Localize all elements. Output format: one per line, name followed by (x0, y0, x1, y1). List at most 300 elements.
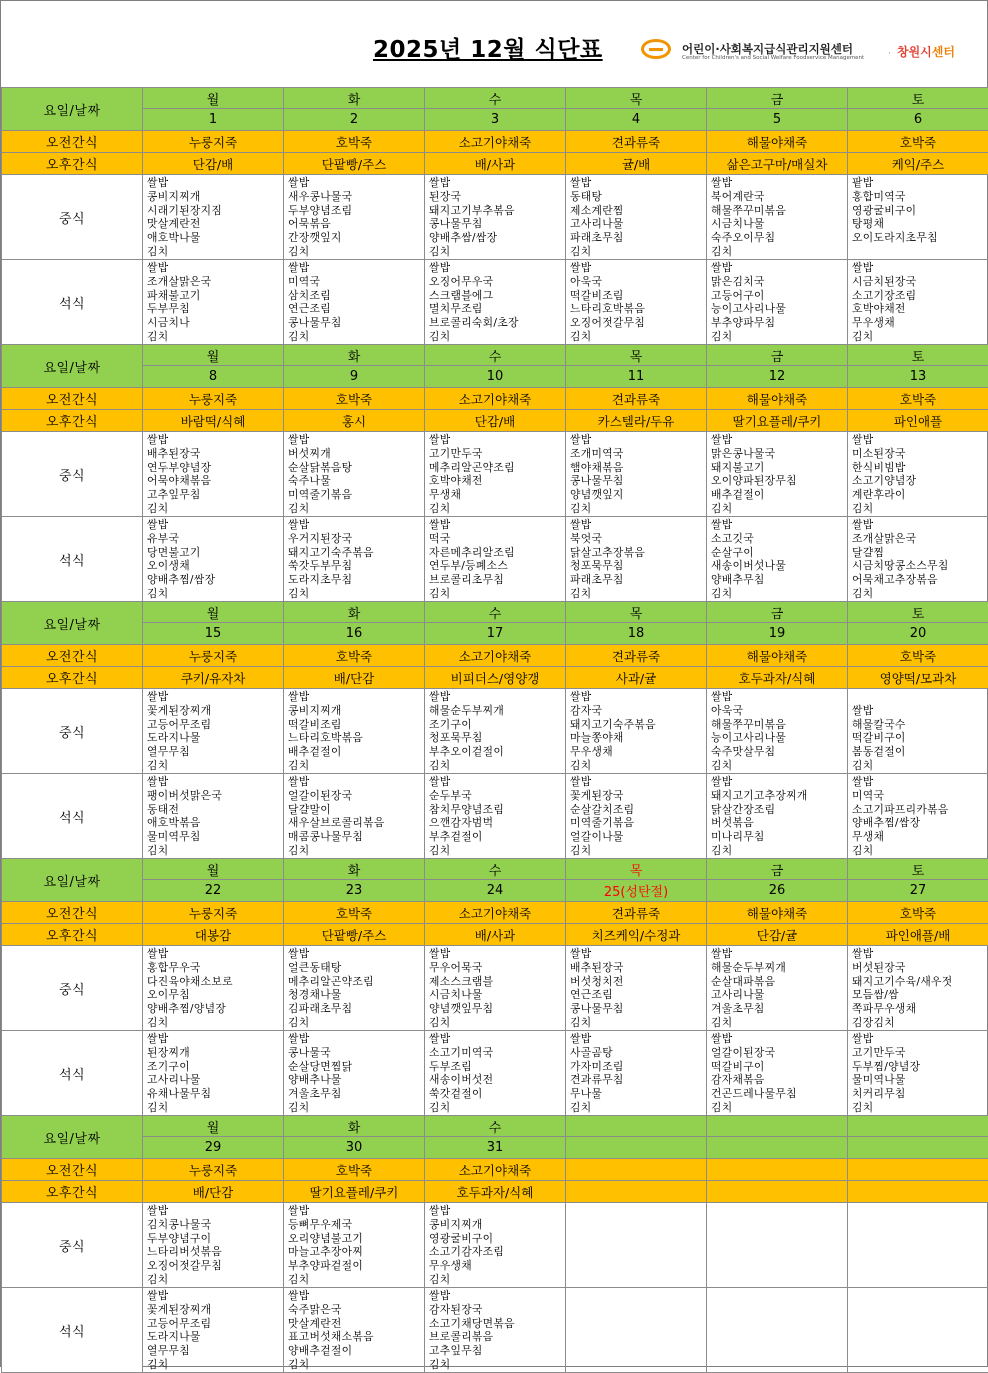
pm-snack-cell: 단감/귤 (707, 924, 848, 946)
menu-item: 시금치땅콩소스무침 (852, 559, 988, 573)
pm-snack-cell: 배/사과 (425, 924, 566, 946)
menu-item: 다진육야채소보로 (147, 975, 283, 989)
menu-item: 김치 (147, 502, 283, 516)
menu-item: 순두부국 (429, 789, 565, 803)
menu-item: 쌀밥 (429, 518, 565, 532)
menu-item: 꽃게된장찌개 (147, 1303, 283, 1317)
pm-snack-label: 오후간식 (2, 153, 143, 175)
pm-snack-cell: 파인애플/배 (848, 924, 988, 946)
menu-item: 쌀밥 (288, 775, 424, 789)
date-cell: 25(성탄절) (566, 880, 707, 902)
menu-item: 미나리무침 (711, 830, 847, 844)
menu-item: 배추겉절이 (711, 488, 847, 502)
menu-item: 맛살계란전 (147, 217, 283, 231)
menu-item: 김치 (288, 245, 424, 259)
menu-item: 쌀밥 (570, 176, 706, 190)
date-cell: 22 (143, 880, 284, 902)
menu-item: 김장김치 (852, 1016, 988, 1030)
menu-item: 소고기미역국 (429, 1046, 565, 1060)
day-of-week: 금 (707, 88, 848, 109)
menu-item: 쌀밥 (147, 947, 283, 961)
menu-item: 소고기파프리카볶음 (852, 803, 988, 817)
dinner-menu-cell (143, 517, 284, 602)
pm-snack-cell: 홍시 (284, 410, 425, 432)
menu-item: 연근조림 (288, 302, 424, 316)
menu-item: 동태탕 (570, 190, 706, 204)
am-snack-cell: 견과류죽 (566, 902, 707, 924)
dinner-row (2, 1288, 988, 1373)
day-of-week: 화 (284, 345, 425, 366)
day-of-week: 화 (284, 602, 425, 623)
date-cell: 18 (566, 623, 707, 645)
day-label: 요일/날짜 (2, 602, 143, 645)
menu-item: 파채불고기 (147, 289, 283, 303)
menu-item: 호박야채전 (429, 474, 565, 488)
menu-item: 김치 (288, 330, 424, 344)
menu-item: 쪽파무우생채 (852, 1002, 988, 1016)
menu-item: 미역줄기볶음 (288, 488, 424, 502)
menu-item: 숙주나물 (288, 474, 424, 488)
menu-item: 쌀밥 (429, 433, 565, 447)
am-snack-cell: 누룽지죽 (143, 645, 284, 667)
empty-cell (707, 1137, 848, 1159)
lunch-menu-cell (566, 689, 707, 774)
lunch-row (2, 946, 988, 1031)
lunch-row (2, 1203, 988, 1288)
menu-item: 영광굴비구이 (852, 204, 988, 218)
menu-item: 김치 (147, 245, 283, 259)
menu-item: 김치 (288, 844, 424, 858)
menu-item: 무생채 (852, 830, 988, 844)
lunch-menu-cell (848, 175, 988, 260)
menu-item: 팥밥 (852, 176, 988, 190)
menu-item: 쌀밥 (711, 690, 847, 704)
menu-item: 꽃게된장국 (570, 789, 706, 803)
am-snack-cell: 해물야채죽 (707, 645, 848, 667)
dinner-menu-cell (566, 1031, 707, 1116)
menu-item: 오이생채 (147, 559, 283, 573)
dinner-menu-cell (566, 774, 707, 859)
date-cell: 19 (707, 623, 848, 645)
menu-item: 물미역무침 (147, 830, 283, 844)
am-snack-cell: 해물야채죽 (707, 131, 848, 153)
dinner-row (2, 260, 988, 345)
menu-item: 무우생채 (852, 316, 988, 330)
menu-item: 김치 (429, 1016, 565, 1030)
date-row (2, 880, 988, 902)
menu-item: 마늘쫑야채 (570, 731, 706, 745)
menu-item: 쌀밥 (288, 433, 424, 447)
menu-item: 참치무양념조림 (429, 803, 565, 817)
lunch-menu-cell (566, 175, 707, 260)
menu-item: 쌀밥 (852, 1032, 988, 1046)
lunch-menu-cell (425, 1203, 566, 1288)
logo-separator: · (888, 49, 891, 59)
menu-item: 조기구이 (147, 1060, 283, 1074)
menu-item: 메추리알곤약조림 (288, 975, 424, 989)
menu-item: 김치 (570, 245, 706, 259)
am-snack-cell: 호박죽 (284, 902, 425, 924)
meal-plan-table (1, 87, 988, 1373)
menu-item: 파래초무침 (570, 573, 706, 587)
dinner-menu-cell (284, 517, 425, 602)
menu-item: 떡국 (429, 532, 565, 546)
menu-item: 김치 (288, 1358, 424, 1372)
menu-item: 쌀밥 (570, 1032, 706, 1046)
menu-item: 쌀밥 (429, 947, 565, 961)
menu-item: 쌀밥 (147, 1204, 283, 1218)
date-cell: 13 (848, 366, 988, 388)
menu-item: 제소계란찜 (570, 204, 706, 218)
menu-item: 고기만두국 (852, 1046, 988, 1060)
menu-item: 삼치조림 (288, 289, 424, 303)
am-snack-cell: 호박죽 (284, 645, 425, 667)
dinner-menu-cell (566, 260, 707, 345)
menu-item: 연두부양념장 (147, 461, 283, 475)
menu-item: 배추겉절이 (288, 745, 424, 759)
menu-item: 쌀밥 (429, 176, 565, 190)
menu-item: 쌀밥 (570, 518, 706, 532)
menu-item: 열무무침 (147, 1344, 283, 1358)
menu-item: 돼지고기수육/새우젓 (852, 975, 988, 989)
menu-item: 영광굴비구이 (429, 1232, 565, 1246)
dinner-menu-cell (566, 517, 707, 602)
menu-item: 메추리알곤약조림 (429, 461, 565, 475)
lunch-menu-cell (566, 432, 707, 517)
menu-item: 김치 (570, 502, 706, 516)
dinner-menu-cell (848, 517, 988, 602)
menu-item: 시금치나물 (711, 217, 847, 231)
dinner-menu-cell (707, 1031, 848, 1116)
menu-item: 견과류무침 (570, 1073, 706, 1087)
menu-item: 돼지고기숙주볶음 (288, 546, 424, 560)
menu-item: 탕평채 (852, 217, 988, 231)
day-of-week: 화 (284, 1116, 425, 1137)
pm-snack-cell: 호두과자/식혜 (425, 1181, 566, 1203)
dow-row (2, 859, 988, 880)
menu-item: 김치 (429, 587, 565, 601)
date-cell: 2 (284, 109, 425, 131)
day-of-week: 월 (143, 602, 284, 623)
menu-item: 김치 (852, 844, 988, 858)
date-cell: 1 (143, 109, 284, 131)
dinner-menu-cell (143, 1288, 284, 1373)
menu-item: 김치 (429, 245, 565, 259)
lunch-row (2, 432, 988, 517)
dinner-menu-cell (425, 774, 566, 859)
menu-item: 김치 (852, 330, 988, 344)
menu-item: 얼갈이된장국 (288, 789, 424, 803)
pm-snack-cell: 배/단감 (143, 1181, 284, 1203)
city-name: 창원시 (897, 45, 932, 59)
menu-item: 새송이버섯전 (429, 1073, 565, 1087)
menu-item: 브로콜리볶음 (429, 1330, 565, 1344)
menu-item: 홍합무우국 (147, 961, 283, 975)
menu-item: 양배추찜/쌈장 (852, 816, 988, 830)
menu-item: 두부양념조림 (288, 204, 424, 218)
menu-item: 김치 (711, 844, 847, 858)
menu-item (852, 245, 988, 259)
menu-item: 콩나물무침 (429, 217, 565, 231)
menu-item: 콩나물무침 (288, 316, 424, 330)
dinner-menu-cell (425, 517, 566, 602)
pm-snack-cell: 배/단감 (284, 667, 425, 689)
menu-item: 부추겉절이 (429, 830, 565, 844)
menu-item: 쌀밥 (429, 1289, 565, 1303)
dinner-menu-cell (143, 1031, 284, 1116)
menu-item: 김치 (711, 245, 847, 259)
pm-snack-label: 오후간식 (2, 667, 143, 689)
menu-item: 마늘고추장아찌 (288, 1245, 424, 1259)
menu-item: 능이고사리나물 (711, 731, 847, 745)
menu-item: 양념깻잎지 (570, 488, 706, 502)
menu-item: 열무무침 (147, 745, 283, 759)
date-cell: 16 (284, 623, 425, 645)
pm-snack-row (2, 153, 988, 175)
day-of-week: 목 (566, 602, 707, 623)
menu-item: 쌀밥 (711, 1032, 847, 1046)
date-cell: 20 (848, 623, 988, 645)
menu-item: 두부양념구이 (147, 1232, 283, 1246)
lunch-menu-cell (284, 689, 425, 774)
menu-item: 도라지나물 (147, 1330, 283, 1344)
menu-item: 파래초무침 (570, 231, 706, 245)
menu-item: 순살갈치조림 (570, 803, 706, 817)
menu-item: 시금치된장국 (852, 275, 988, 289)
menu-item: 간장깻잎지 (288, 231, 424, 245)
city-center-suffix: 센터 (932, 45, 955, 59)
menu-item: 김치 (429, 844, 565, 858)
page-header (1, 1, 987, 87)
menu-item: 양배추쌈/쌈장 (429, 231, 565, 245)
menu-item: 시금치나 (147, 316, 283, 330)
pm-snack-label: 오후간식 (2, 1181, 143, 1203)
menu-item: 쌀밥 (288, 1032, 424, 1046)
menu-item: 배추된장국 (147, 447, 283, 461)
menu-item: 미역국 (288, 275, 424, 289)
day-of-week: 목 (566, 345, 707, 366)
lunch-menu-cell (848, 432, 988, 517)
empty-cell (848, 1203, 988, 1288)
pm-snack-cell: 치즈케익/수정과 (566, 924, 707, 946)
menu-item: 새송이버섯나물 (711, 559, 847, 573)
menu-item: 브로콜리초무침 (429, 573, 565, 587)
am-snack-cell: 호박죽 (284, 1159, 425, 1181)
dinner-row (2, 517, 988, 602)
empty-cell (566, 1203, 707, 1288)
menu-item: 콩비지찌개 (288, 704, 424, 718)
date-row (2, 1137, 988, 1159)
dinner-row (2, 774, 988, 859)
menu-item: 쌀밥 (711, 433, 847, 447)
menu-item: 버섯된장국 (852, 961, 988, 975)
menu-item: 닭살간장조림 (711, 803, 847, 817)
pm-snack-cell: 카스텔라/두유 (566, 410, 707, 432)
menu-item: 연두부/등폐소스 (429, 559, 565, 573)
empty-cell (566, 1159, 707, 1181)
pm-snack-cell: 케익/주스 (848, 153, 988, 175)
pm-snack-row (2, 1181, 988, 1203)
menu-item: 어묵야채볶음 (147, 474, 283, 488)
menu-item: 유부국 (147, 532, 283, 546)
menu-item: 고사리나물 (147, 1073, 283, 1087)
menu-item: 해물칼국수 (852, 718, 988, 732)
pm-snack-cell: 파인애플 (848, 410, 988, 432)
menu-item: 겨울초무침 (711, 1002, 847, 1016)
menu-item: 연근조림 (570, 988, 706, 1002)
am-snack-cell: 누룽지죽 (143, 1159, 284, 1181)
day-of-week: 토 (848, 859, 988, 880)
menu-item: 쌀밥 (852, 704, 988, 718)
am-snack-cell: 견과류죽 (566, 645, 707, 667)
menu-item: 김치 (288, 1273, 424, 1287)
dinner-menu-cell (848, 774, 988, 859)
am-snack-cell: 호박죽 (848, 645, 988, 667)
day-of-week: 토 (848, 602, 988, 623)
menu-item: 아욱국 (570, 275, 706, 289)
menu-item: 소고기장조림 (852, 289, 988, 303)
dinner-menu-cell (848, 1031, 988, 1116)
menu-item: 무우생채 (570, 745, 706, 759)
menu-item: 숙주맛살무침 (711, 745, 847, 759)
menu-item: 북엇국 (570, 532, 706, 546)
dinner-label: 석식 (2, 260, 143, 345)
menu-item: 양배추겉절이 (288, 1344, 424, 1358)
pm-snack-cell: 단팥빵/주스 (284, 153, 425, 175)
date-cell: 31 (425, 1137, 566, 1159)
menu-item: 계란후라이 (852, 488, 988, 502)
menu-item: 김치 (288, 587, 424, 601)
am-snack-cell: 호박죽 (284, 131, 425, 153)
menu-item: 김치 (429, 759, 565, 773)
menu-item: 호박야채전 (852, 302, 988, 316)
lunch-menu-cell (707, 689, 848, 774)
empty-cell (707, 1181, 848, 1203)
menu-item: 순살닭볶음탕 (288, 461, 424, 475)
pm-snack-label: 오후간식 (2, 410, 143, 432)
menu-item: 느타리호박볶음 (288, 731, 424, 745)
am-snack-cell: 누룽지죽 (143, 902, 284, 924)
lunch-menu-cell (848, 689, 988, 774)
menu-item: 부추양파겉절이 (288, 1259, 424, 1273)
day-of-week: 토 (848, 345, 988, 366)
menu-item: 쌀밥 (852, 775, 988, 789)
menu-item: 한식비빔밥 (852, 461, 988, 475)
pm-snack-row (2, 667, 988, 689)
menu-item: 도라지나물 (147, 731, 283, 745)
menu-item: 김치 (570, 330, 706, 344)
menu-item: 숙주맑은국 (288, 1303, 424, 1317)
lunch-menu-cell (425, 175, 566, 260)
menu-item: 두부조림 (429, 1060, 565, 1074)
menu-item: 두부찜/양념장 (852, 1060, 988, 1074)
menu-item: 봄동겉절이 (852, 745, 988, 759)
lunch-label: 중식 (2, 1203, 143, 1288)
pm-snack-row (2, 410, 988, 432)
menu-item: 김치 (570, 759, 706, 773)
menu-item: 물미역나물 (852, 1073, 988, 1087)
menu-item: 떡갈비구이 (852, 731, 988, 745)
menu-item: 표고버섯채소볶음 (288, 1330, 424, 1344)
menu-item (852, 690, 988, 704)
menu-item: 김치 (288, 1101, 424, 1115)
am-snack-cell: 호박죽 (848, 902, 988, 924)
dinner-menu-cell (707, 774, 848, 859)
menu-item: 어묵채고추장볶음 (852, 573, 988, 587)
empty-cell (848, 1181, 988, 1203)
menu-item: 김치 (852, 759, 988, 773)
menu-item: 쌀밥 (147, 261, 283, 275)
menu-item: 감자채볶음 (711, 1073, 847, 1087)
dinner-menu-cell (284, 774, 425, 859)
menu-item: 고추잎무침 (429, 1344, 565, 1358)
menu-item: 오이무침 (147, 988, 283, 1002)
lunch-menu-cell (284, 1203, 425, 1288)
menu-item: 조기구이 (429, 718, 565, 732)
dinner-menu-cell (143, 260, 284, 345)
date-row (2, 623, 988, 645)
menu-item: 쌀밥 (429, 775, 565, 789)
menu-item: 감자된장국 (429, 1303, 565, 1317)
menu-item: 김치 (429, 502, 565, 516)
empty-cell (566, 1137, 707, 1159)
menu-item: 김치 (147, 1101, 283, 1115)
org-name: 어린이·사회복지급식관리지원센터 (682, 41, 853, 57)
menu-item: 쌀밥 (429, 1032, 565, 1046)
menu-item: 김치 (711, 502, 847, 516)
menu-item: 시금치나물 (429, 988, 565, 1002)
menu-item: 해물순두부찌개 (429, 704, 565, 718)
menu-item: 김치 (711, 330, 847, 344)
menu-item: 쌀밥 (570, 775, 706, 789)
menu-item: 숙주오이무침 (711, 231, 847, 245)
dinner-label: 석식 (2, 517, 143, 602)
pm-snack-cell: 사과/귤 (566, 667, 707, 689)
menu-item: 김치 (288, 1016, 424, 1030)
menu-item: 떡갈비조림 (570, 289, 706, 303)
menu-item: 꽃게된장찌개 (147, 704, 283, 718)
menu-item: 김치 (711, 587, 847, 601)
menu-item: 버섯볶음 (711, 816, 847, 830)
menu-item: 김치 (711, 1101, 847, 1115)
menu-item: 능이고사리나물 (711, 302, 847, 316)
menu-item: 모듬쌈/쌈 (852, 988, 988, 1002)
lunch-menu-cell (143, 432, 284, 517)
menu-item: 도라지초무침 (288, 573, 424, 587)
dinner-menu-cell (425, 1031, 566, 1116)
menu-item: 콩나물국 (288, 1046, 424, 1060)
empty-cell (707, 1116, 848, 1137)
lunch-menu-cell (425, 432, 566, 517)
menu-item: 청포묵무침 (429, 731, 565, 745)
menu-item: 김치 (570, 1016, 706, 1030)
menu-item: 쌀밥 (711, 775, 847, 789)
lunch-menu-cell (284, 946, 425, 1031)
menu-item: 김치 (147, 844, 283, 858)
menu-item: 제소스크램블 (429, 975, 565, 989)
menu-item: 양배추찜/쌈장 (147, 573, 283, 587)
menu-item: 오징어젓갈무침 (570, 316, 706, 330)
menu-item: 콩비지찌개 (429, 1218, 565, 1232)
menu-item: 쌀밥 (288, 1289, 424, 1303)
menu-item: 고기만두국 (429, 447, 565, 461)
dinner-label: 석식 (2, 774, 143, 859)
dinner-menu-cell (848, 260, 988, 345)
dinner-menu-cell (284, 1031, 425, 1116)
day-of-week: 목 (566, 88, 707, 109)
menu-item: 스크램블에그 (429, 289, 565, 303)
menu-item: 배추된장국 (570, 961, 706, 975)
